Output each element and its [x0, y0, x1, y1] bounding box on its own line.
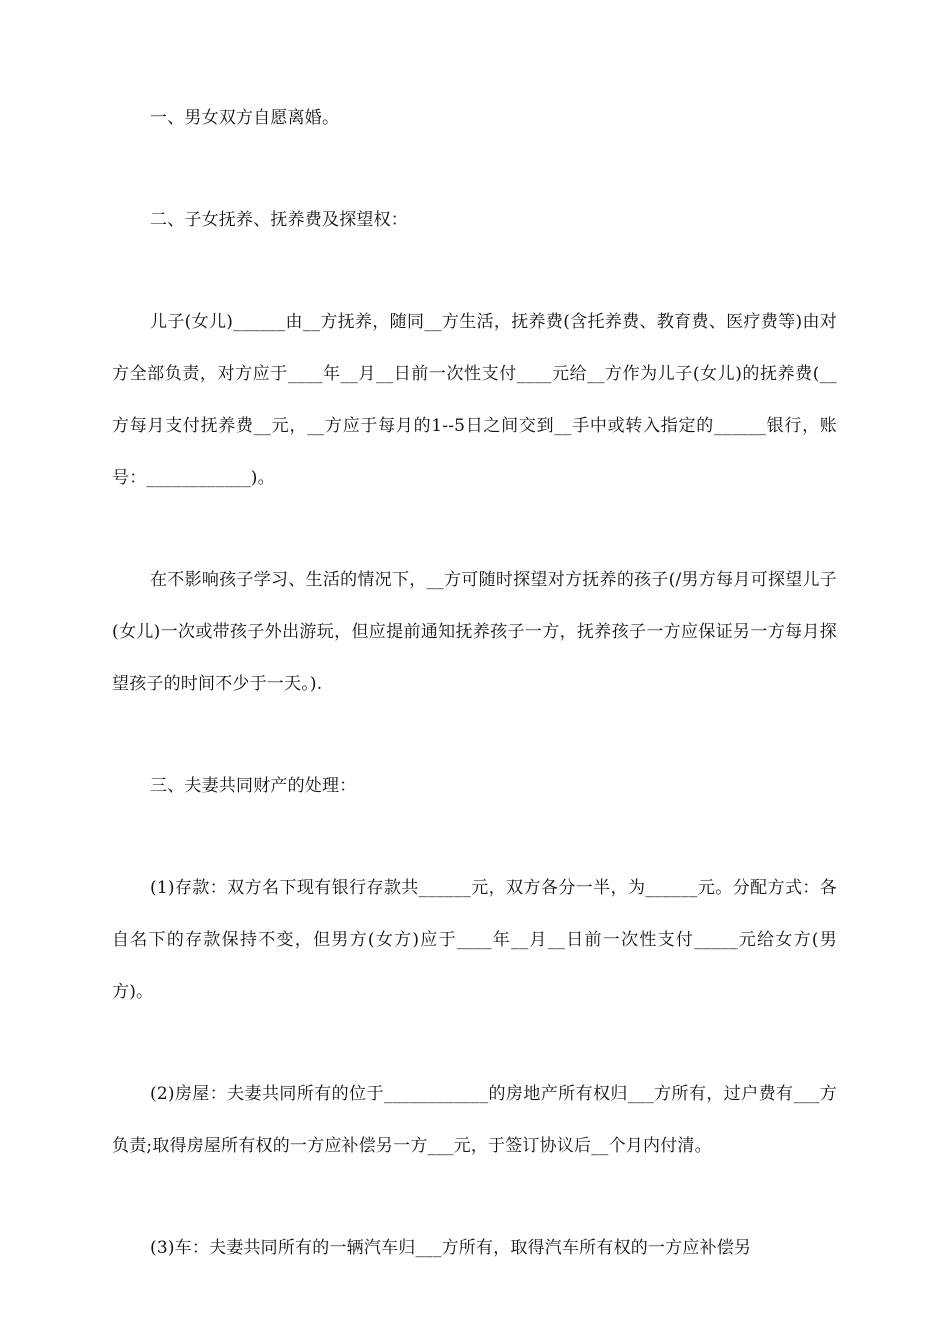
clause-1-heading: 一、男女双方自愿离婚。 [150, 108, 340, 128]
deposit-paragraph: (1)存款：双方名下现有银行存款共______元，双方各分一半，为______元。分配方式：各自名下的存款保持不变，但男方(女方)应于____年__月__日前一次性支付_____元给女方(男方)。 [112, 878, 837, 1002]
house-paragraph: (2)房屋：夫妻共同所有的位于____________的房地产所有权归___方所有，过户费有___方负责;取得房屋所有权的一方应补偿另一方___元，于签订协议后__个月内付清。 [112, 1084, 837, 1156]
clause-2-heading: 二、子女抚养、抚养费及探望权： [150, 210, 408, 230]
document-body [112, 92, 837, 1274]
clause-3-heading: 三、夫妻共同财产的处理： [150, 776, 357, 796]
child-support-paragraph: 儿子(女儿)______由__方抚养，随同__方生活，抚养费(含托养费、教育费、医疗费等)由对方全部负责，对方应于____年__月__日前一次性支付____元给__方作为儿子(女儿)的抚养费(__方每月支付抚养费__元，__方应于每月的1--5日之间交到__手中或转入指定的______银行，账号：____________)。 [112, 312, 837, 488]
visitation-paragraph: 在不影响孩子学习、生活的情况下，__方可随时探望对方抚养的孩子(/男方每月可探望儿子(女儿)一次或带孩子外出游玩，但应提前通知抚养孩子一方，抚养孩子一方应保证另一方每月探望孩子的时间不少于一天。). [112, 570, 837, 694]
car-paragraph: (3)车：夫妻共同所有的一辆汽车归___方所有，取得汽车所有权的一方应补偿另 [150, 1238, 752, 1258]
